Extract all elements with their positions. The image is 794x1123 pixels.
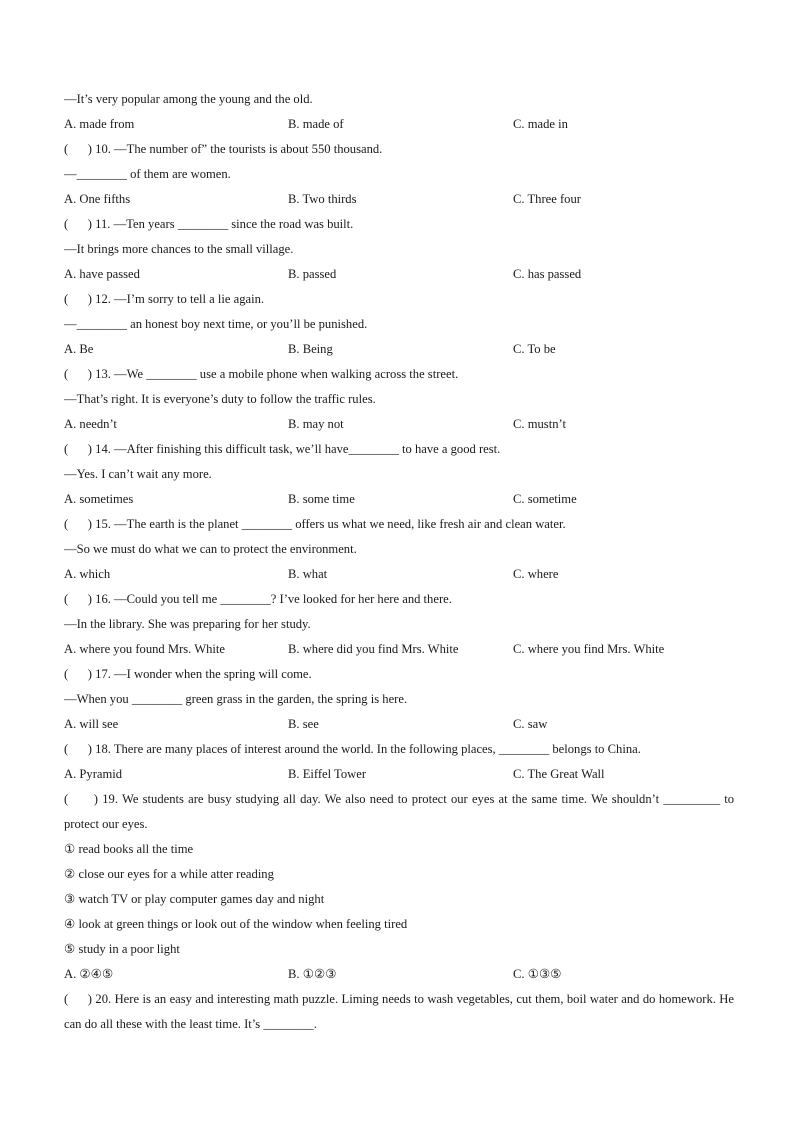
options-row-15 xyxy=(64,562,734,587)
option-a[interactable]: A. ②④⑤ xyxy=(64,967,114,981)
option-a[interactable]: A. Be xyxy=(64,342,94,356)
question-16 xyxy=(64,587,734,612)
option-c[interactable]: C. Three four xyxy=(513,192,581,206)
answer-blank[interactable] xyxy=(64,512,92,537)
option-b[interactable]: B. may not xyxy=(288,417,344,431)
options-row-19 xyxy=(64,962,734,987)
choice-item-5: ⑤ study in a poor light xyxy=(64,942,180,956)
question-text: 20. Here is an easy and interesting math puzzle. Liming needs to wash vegetables, cut them, boil water and do homework. He can do all these with the least time. It’s ________. xyxy=(64,992,734,1031)
option-a[interactable]: A. where you found Mrs. White xyxy=(64,642,226,656)
option-b[interactable]: B. where did you find Mrs. White xyxy=(288,642,459,656)
question-text: 13. —We ________ use a mobile phone when walking across the street. xyxy=(95,367,459,381)
option-b[interactable]: B. some time xyxy=(288,492,355,506)
options-row-17 xyxy=(64,712,734,737)
question-19 xyxy=(64,787,734,837)
option-a[interactable]: A. Pyramid xyxy=(64,767,123,781)
option-b[interactable]: B. Being xyxy=(288,342,333,356)
option-a[interactable]: A. will see xyxy=(64,717,119,731)
option-b[interactable]: B. what xyxy=(288,567,328,581)
option-c[interactable]: C. where you find Mrs. White xyxy=(513,642,665,656)
dialogue-line: —________ an honest boy next time, or you’ll be punished. xyxy=(64,317,368,331)
options-row-16 xyxy=(64,637,734,662)
option-c[interactable]: C. mustn’t xyxy=(513,417,566,431)
options-row-13 xyxy=(64,412,734,437)
options-row-12 xyxy=(64,337,734,362)
question-text: 19. We students are busy studying all day. We also need to protect our eyes at the same time. We shouldn’t _________ to protect our eyes. xyxy=(64,792,734,831)
question-text: 14. —After finishing this difficult task, we’ll have________ to have a good rest. xyxy=(95,442,501,456)
answer-blank[interactable] xyxy=(64,362,92,387)
question-text: 11. —Ten years ________ since the road was built. xyxy=(95,217,354,231)
options-row-10 xyxy=(64,187,734,212)
option-b[interactable]: B. see xyxy=(288,717,319,731)
answer-blank[interactable] xyxy=(64,287,92,312)
choice-item-3: ③ watch TV or play computer games day and night xyxy=(64,892,325,906)
question-text: 17. —I wonder when the spring will come. xyxy=(95,667,312,681)
answer-blank[interactable] xyxy=(64,437,92,462)
question-17 xyxy=(64,662,734,687)
option-b[interactable]: B. made of xyxy=(288,117,344,131)
option-a[interactable]: A. which xyxy=(64,567,111,581)
question-10 xyxy=(64,137,734,162)
option-a[interactable]: A. have passed xyxy=(64,267,140,281)
question-11 xyxy=(64,212,734,237)
answer-blank[interactable] xyxy=(64,212,92,237)
dialogue-line: —Yes. I can’t wait any more. xyxy=(64,467,212,481)
answer-blank[interactable] xyxy=(64,987,92,1012)
option-c[interactable]: C. saw xyxy=(513,717,548,731)
dialogue-line: —When you ________ green grass in the garden, the spring is here. xyxy=(64,692,408,706)
answer-blank[interactable] xyxy=(64,137,92,162)
dialogue-line: —In the library. She was preparing for her study. xyxy=(64,617,311,631)
choice-item-1: ① read books all the time xyxy=(64,842,194,856)
choice-item-2: ② close our eyes for a while atter reading xyxy=(64,867,274,881)
question-text: 10. —The number of” the tourists is about 550 thousand. xyxy=(95,142,383,156)
dialogue-line: —It brings more chances to the small village. xyxy=(64,242,294,256)
question-text: 18. There are many places of interest around the world. In the following places, ________ belongs to China. xyxy=(95,742,641,756)
option-a[interactable]: A. sometimes xyxy=(64,492,134,506)
question-20 xyxy=(64,987,734,1037)
option-b[interactable]: B. Two thirds xyxy=(288,192,357,206)
option-a[interactable]: A. One fifths xyxy=(64,192,131,206)
option-c[interactable]: C. where xyxy=(513,567,559,581)
answer-blank[interactable] xyxy=(64,587,92,612)
option-c[interactable]: C. made in xyxy=(513,117,568,131)
option-a[interactable]: A. made from xyxy=(64,117,135,131)
option-b[interactable]: B. Eiffel Tower xyxy=(288,767,367,781)
option-c[interactable]: C. sometime xyxy=(513,492,577,506)
options-row-14 xyxy=(64,487,734,512)
option-b[interactable]: B. passed xyxy=(288,267,337,281)
dialogue-line: —________ of them are women. xyxy=(64,167,231,181)
question-15 xyxy=(64,512,734,537)
question-14 xyxy=(64,437,734,462)
dialogue-line: —It’s very popular among the young and the old. xyxy=(64,92,313,106)
option-c[interactable]: C. ①③⑤ xyxy=(513,967,562,981)
exam-page xyxy=(64,87,734,1037)
dialogue-line: —So we must do what we can to protect the environment. xyxy=(64,542,357,556)
options-row-11 xyxy=(64,262,734,287)
question-text: 12. —I’m sorry to tell a lie again. xyxy=(95,292,265,306)
answer-blank[interactable] xyxy=(64,737,92,762)
question-18 xyxy=(64,737,734,762)
options-row-18 xyxy=(64,762,734,787)
question-text: 16. —Could you tell me ________? I’ve looked for her here and there. xyxy=(95,592,452,606)
choice-item-4: ④ look at green things or look out of the window when feeling tired xyxy=(64,917,408,931)
option-c[interactable]: C. The Great Wall xyxy=(513,767,605,781)
option-c[interactable]: C. has passed xyxy=(513,267,582,281)
question-text: 15. —The earth is the planet ________ offers us what we need, like fresh air and clean water. xyxy=(95,517,566,531)
option-c[interactable]: C. To be xyxy=(513,342,556,356)
answer-blank[interactable] xyxy=(64,662,92,687)
option-a[interactable]: A. needn’t xyxy=(64,417,117,431)
question-12 xyxy=(64,287,734,312)
options-row-9 xyxy=(64,112,734,137)
option-b[interactable]: B. ①②③ xyxy=(288,967,337,981)
question-13 xyxy=(64,362,734,387)
dialogue-line: —That’s right. It is everyone’s duty to follow the traffic rules. xyxy=(64,392,376,406)
answer-blank[interactable] xyxy=(64,787,98,812)
